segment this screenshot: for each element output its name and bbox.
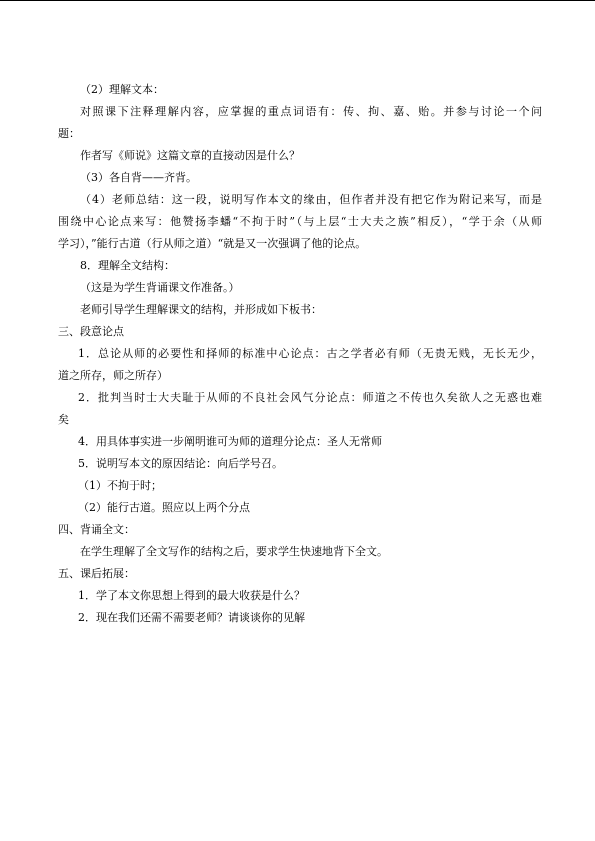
text-line: 矣 xyxy=(58,413,69,426)
text-line: 老师引导学生理解课文的结构，并形成如下板书： xyxy=(80,303,322,316)
text-line: 对照课下注释理解内容，应掌握的重点词语有：传、拘、嘉、贻。并参与讨论一个问 xyxy=(80,105,542,118)
text-line: 5．说明写本文的原因结论：向后学号召。 xyxy=(78,457,283,470)
header-rule xyxy=(0,0,595,1)
text-line: （1）不拘于时； xyxy=(78,479,162,492)
text-line: 作者写《师说》这篇文章的直接动因是什么？ xyxy=(80,149,300,162)
text-line: 题： xyxy=(58,127,80,140)
text-line: （这是为学生背诵课文作准备。） xyxy=(80,281,240,294)
text-line: （4）老师总结：这一段，说明写作本文的缘由，但作者并没有把它作为附记来写，而是 xyxy=(80,193,542,206)
text-line: 2．批判当时士大夫耻于从师的不良社会风气分论点：师道之不传也久矣欲人之无惑也难 xyxy=(78,391,542,404)
section-heading: 四、背诵全文： xyxy=(58,523,135,536)
text-line: 8．理解全文结构： xyxy=(80,259,175,272)
text-line: 围绕中心论点来写：他赞扬李蟠“不拘于时”（与上层“士大夫之族”相反），“学于余（从师 xyxy=(58,215,542,228)
text-line: 1．总论从师的必要性和择师的标准中心论点：古之学者必有师（无贵无贱，无长无少， xyxy=(78,347,542,360)
section-heading: 三、段意论点 xyxy=(58,325,124,338)
text-line: 4．用具体事实进一步阐明谁可为师的道理分论点：圣人无常师 xyxy=(78,435,382,448)
text-line: （2）能行古道。照应以上两个分点 xyxy=(78,501,250,514)
text-line: （3）各自背——齐背。 xyxy=(80,171,197,184)
text-line: 学习），”能行古道（行从师之道）“就是又一次强调了他的论点。 xyxy=(58,237,367,250)
text-line: 在学生理解了全文写作的结构之后，要求学生快速地背下全文。 xyxy=(80,545,388,558)
text-line: （2）理解文本： xyxy=(80,83,164,96)
document-body xyxy=(58,79,542,629)
text-line: 1．学了本文你思想上得到的最大收获是什么？ xyxy=(78,589,305,602)
text-line: 2．现在我们还需不需要老师？请谈谈你的见解 xyxy=(78,611,305,624)
section-heading: 五、课后拓展： xyxy=(58,567,135,580)
text-line: 道之所存，师之所存） xyxy=(58,369,168,382)
